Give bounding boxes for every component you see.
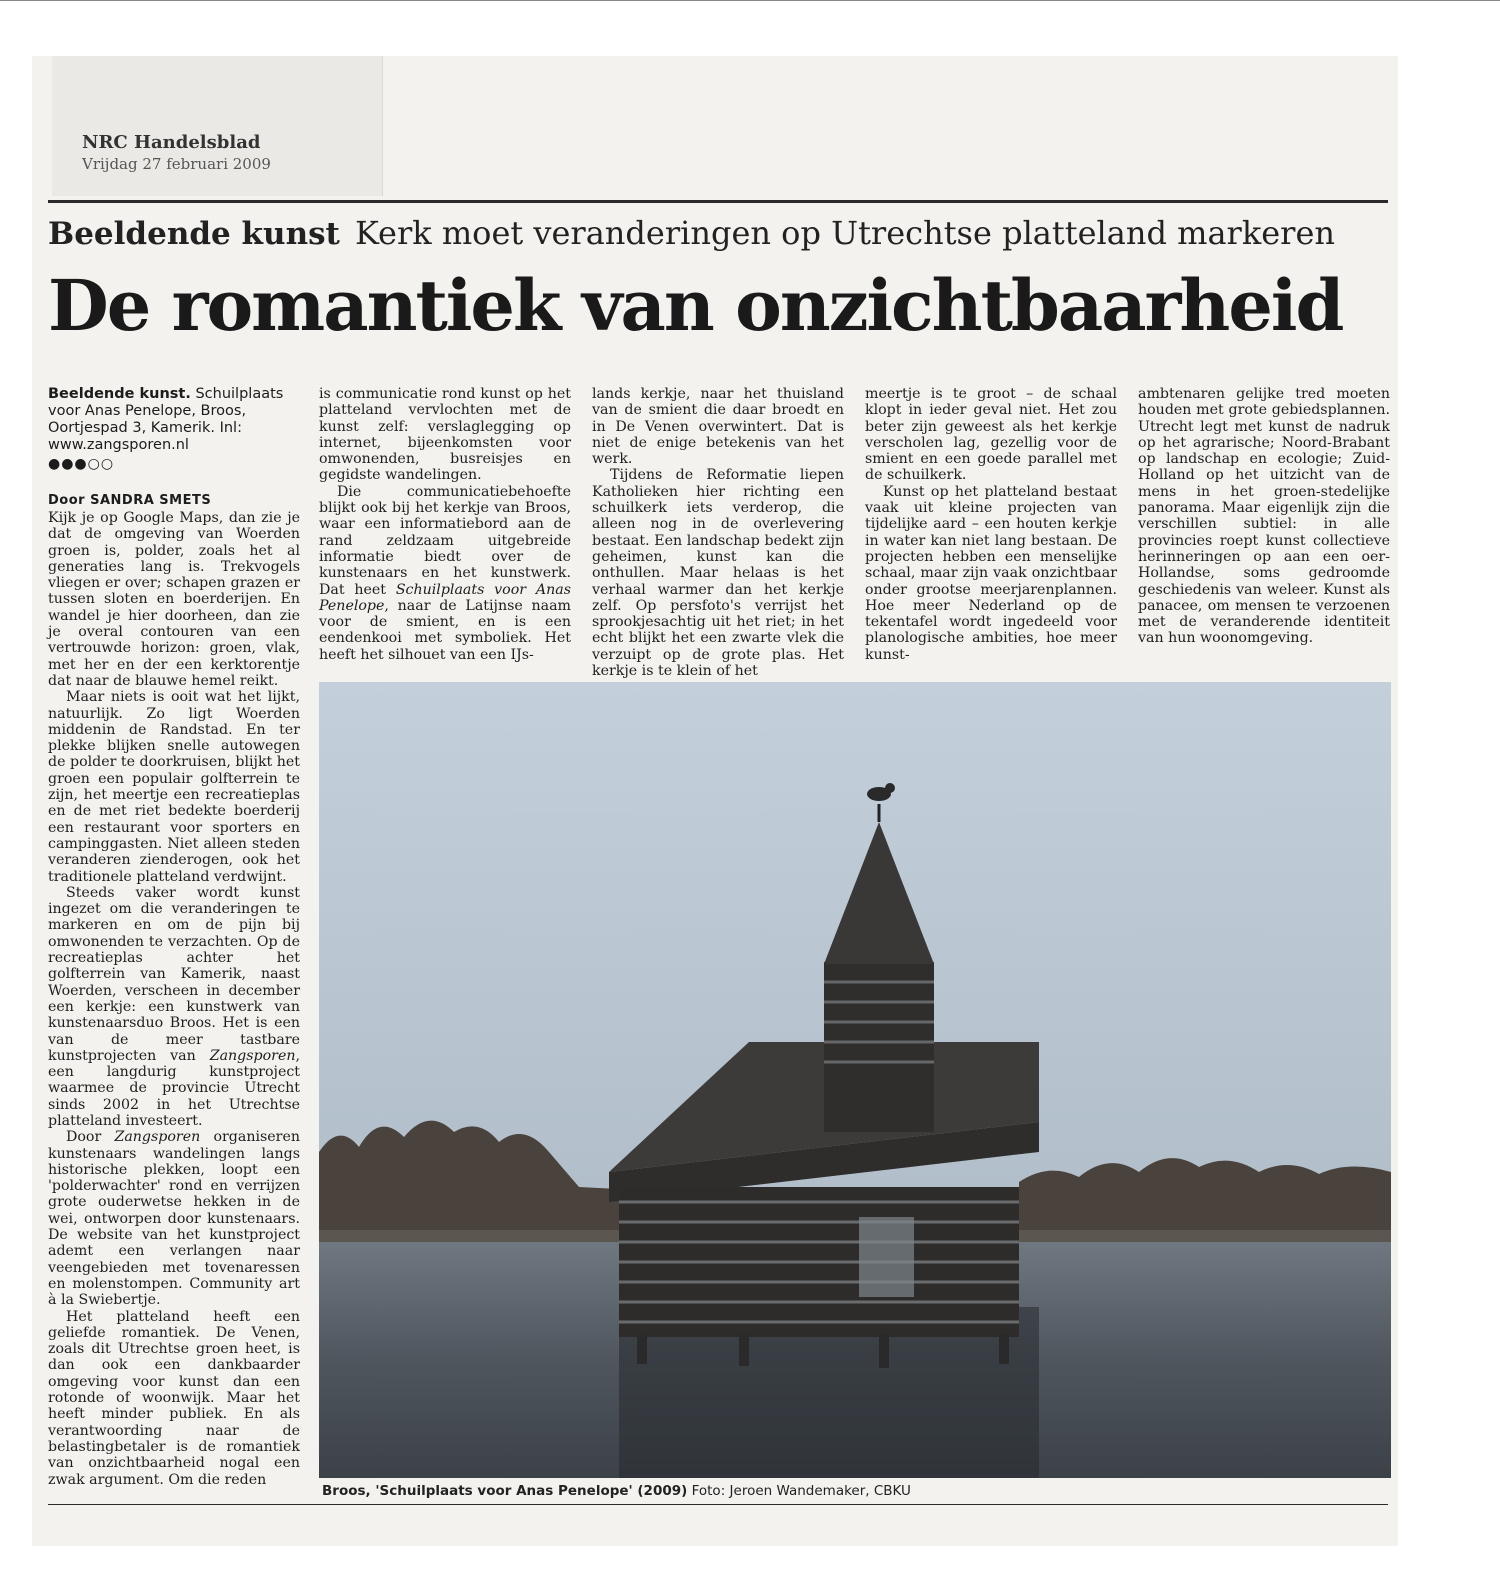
headline: De romantiek van onzichtbaarheid bbox=[48, 264, 1343, 347]
rating-dots: ●●●○○ bbox=[48, 456, 115, 472]
text-run: Door bbox=[66, 1129, 102, 1146]
photo-caption bbox=[322, 1483, 911, 1499]
top-rule bbox=[48, 200, 1388, 203]
publication-date: Vrijdag 27 februari 2009 bbox=[82, 155, 271, 173]
paragraph: Maar niets is ooit wat het lijkt, natuurlijk. Zo ligt Woerden middenin de Randstad. En ter plekke blijken snelle autowegen de polder te doorkruisen, blijkt het groen een populair golfterrein te zijn, het meertje een recreatieplas en de met riet bedekte boerderij een restaurant voor sporters en campinggasten. Niet alleen steden veranderen zienderogen, ook het traditionele platteland verdwijnt. bbox=[48, 689, 300, 885]
paragraph: ambtenaren gelijke tred moeten houden met grote gebiedsplannen. Utrecht legt met kunst de nadruk op het agrarische; Noord-Brabant op landschap en ecologie; Zuid-Holland op het uitzicht van de mens in het groen-stedelijke panorama. Maar eigenlijk zijn die verschillen subtiel: in alle provincies roept kunst collectieve herinneringen op aan een oer-Hollandse, soms gedroomde geschiedenis van weleer. Kunst als panacee, om mensen te verzoenen met de veranderende identiteit van hun woonomgeving. bbox=[1138, 386, 1390, 647]
italic-run: Zangsporen bbox=[114, 1129, 201, 1146]
byline bbox=[48, 493, 211, 508]
caption-credit: Foto: Jeroen Wandemaker, CBKU bbox=[691, 1483, 911, 1499]
text-run: organiseren kunstenaars wandelingen langs historische plekken, loopt een 'polderwachter' rond en verrijzen grote ouderwetse hekken in de wei, ontworpen door kunstenaars. De website van het kunstproject ademt een verlangen naar veengebieden met tovenaressen en molenstompen. Community art à la Swiebertje. bbox=[48, 1129, 300, 1309]
article-column-3 bbox=[592, 386, 844, 679]
italic-run: Zangsporen bbox=[209, 1047, 296, 1064]
byline-prefix: Door bbox=[48, 493, 86, 508]
article-photo bbox=[319, 682, 1391, 1478]
newspaper-name: NRC Handelsblad bbox=[82, 132, 261, 153]
byline-author: SANDRA SMETS bbox=[90, 493, 212, 508]
paragraph: Het platteland heeft een geliefde romantiek. De Venen, zoals dit Utrechtse groen heet, is dan ook een dankbaarder omgeving voor kunst dan een rotonde of woonwijk. Maar het heeft minder publiek. En als verantwoording naar de belastingbetaler is de romantiek van onzichtbaarheid nogal een zwak argument. Om die reden bbox=[48, 1308, 300, 1488]
article-column-5 bbox=[1138, 386, 1390, 647]
church-photo-illustration bbox=[319, 682, 1391, 1478]
section-label: Beeldende kunst bbox=[48, 216, 340, 252]
paragraph: meertje is te groot – de schaal klopt in ieder geval niet. Het zou beter zijn geweest als het kerkje verscholen lag, gezellig voor de smient en een goede parallel met de schuilkerk. bbox=[865, 386, 1117, 484]
newspaper-clipping bbox=[32, 56, 1398, 1546]
text-run: , een langdurig kunstproject waarmee de provincie Utrecht sinds 2002 in het Utrechtse platteland investeert. bbox=[48, 1047, 300, 1129]
subheadline: Kerk moet veranderingen op Utrechtse platteland markeren bbox=[354, 214, 1335, 252]
paragraph bbox=[48, 885, 300, 1129]
text-run: , naar de Latijnse naam voor de smient, en is een eendenkooi met symboliek. Het heeft het silhouet van een IJs- bbox=[319, 597, 571, 663]
paragraph: is communicatie rond kunst op het platteland vervlochten met de kunst zelf: verslaglegging op internet, bijeenkomsten voor omwonenden, busreisjes en gegidste wandelingen. bbox=[319, 386, 571, 484]
paragraph: lands kerkje, naar het thuisland van de smient die daar broedt en in De Venen overwintert. Dat is niet de enige betekenis van het werk. bbox=[592, 386, 844, 468]
article-column-2 bbox=[319, 386, 571, 663]
masthead bbox=[82, 132, 271, 173]
kicker bbox=[48, 214, 1335, 252]
paragraph: Kijk je op Google Maps, dan zie je dat de omgeving van Woerden groen is, polder, zoals het al generaties lang is. Trekvogels vliegen er over; schapen grazen er tussen sloten en boerderijen. En wandel je hier doorheen, dan zie je overal contouren van een vertrouwde horizon: groen, vlak, met her en der een kerktorentje dat naar de blauwe hemel reikt. bbox=[48, 510, 300, 689]
tape-strip bbox=[52, 56, 383, 196]
paragraph bbox=[48, 1129, 300, 1308]
text-run: Die communicatiebehoefte blijkt ook bij het kerkje van Broos, waar een informatiebord aan de rand zeldzaam uitgebreide informatie biedt over de kunstenaars en het kunstwerk. Dat heet bbox=[319, 483, 571, 598]
caption-title: Broos, 'Schuilplaats voor Anas Penelope' (2009) bbox=[322, 1483, 688, 1499]
info-label: Beeldende kunst. bbox=[48, 386, 191, 402]
text-run: Steeds vaker wordt kunst ingezet om die veranderingen te markeren en om de pijn bij omwonenden te verzachten. Op de recreatieplas achter het golfterrein van Kamerik, naast Woerden, verscheen in december een kerkje: een kunstwerk van kunstenaarsduo Broos. Het is een van de meer tastbare kunstprojecten van bbox=[48, 884, 300, 1064]
paragraph bbox=[319, 484, 571, 663]
info-text: Schuilplaats voor Anas Penelope, Broos, Oortjespad 3, Kamerik. Inl: www.zangsporen.nl bbox=[48, 386, 284, 453]
italic-run: Schuilplaats voor Anas Penelope bbox=[319, 581, 571, 614]
article-column-1 bbox=[48, 510, 300, 1488]
scan-top-edge bbox=[0, 0, 1500, 1]
paragraph: Tijdens de Reformatie liepen Katholieken hier richting een schuilkerk iets verderop, die alleen nog in de overlevering bestaat. Een landschap bedekt zijn geheimen, kunst kan die onthullen. Maar helaas is het verhaal warmer dan het kerkje zelf. Op persfoto's verrijst het sprookjesachtig uit het riet; in het echt blijkt het een zwarte vlek die verzuipt op de grote plas. Het kerkje is te klein of het bbox=[592, 467, 844, 680]
paragraph: Kunst op het platteland bestaat vaak uit kleine projecten van tijdelijke aard – een houten kerkje in water kan niet lang bestaan. De projecten hebben een menselijke schaal, maar zijn vaak onzichtbaar onder grootse meerjarenplannen. Hoe meer Nederland op de tekentafel wordt ingedeeld voor planologische ambities, hoe meer kunst- bbox=[865, 483, 1117, 663]
bottom-rule bbox=[48, 1504, 1388, 1505]
info-box bbox=[48, 386, 298, 473]
article-column-4 bbox=[865, 386, 1117, 663]
